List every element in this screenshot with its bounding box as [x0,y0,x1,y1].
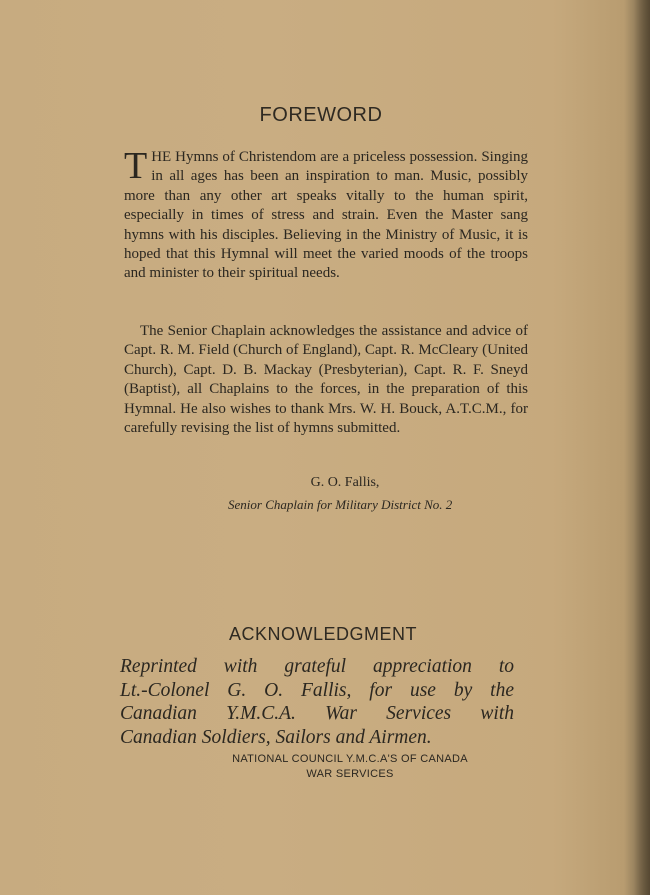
foreword-paragraph-1-text: HE Hymns of Christendom are a priceless possession. Singing in all ages has been an inspiration to man. Music, possibly more than any other art speaks vitally to the human spirit, especially in times of stress and strain. Even the Master sang hymns with his disciples. Believing in the Ministry of Music, it is hoped that this Hymnal will meet the varied moods of the troops and minister to their spiritual needs. [124,149,528,282]
foreword-paragraph-1 [124,145,528,284]
acknowledgment-text [120,655,514,749]
foreword-paragraph-2: The Senior Chaplain acknowledges the assistance and advice of Capt. R. M. Field (Church of England), Capt. R. McCleary (United Church), Capt. D. B. Mackay (Presbyterian), Capt. R. F. Sneyd (Baptist), all Chaplains to the forces, in the preparation of this Hymnal. He also wishes to thank Mrs. W. H. Bouck, A.T.C.M., for carefully revising the list of hymns submitted. [124,323,528,437]
drop-cap-letter: T [124,145,148,187]
acknowledgment-line: Canadian Y.M.C.A. War Services with [120,703,514,724]
foreword-heading: FOREWORD [259,104,383,126]
acknowledgment-heading: ACKNOWLEDGMENT [228,624,417,644]
signature-title: Senior Chaplain for Military District No. 2 [228,497,453,512]
publisher-credit [0,752,650,782]
acknowledgment-line: Canadian Soldiers, Sailors and Airmen. [120,726,432,748]
signature-name: G. O. Fallis, [310,475,380,490]
acknowledgment-line: Lt.-Colonel G. O. Fallis, for use by the [120,679,514,701]
publisher-line-2: WAR SERVICES [306,768,394,780]
acknowledgment-line: Reprinted with grateful appreciation to [120,656,514,677]
publisher-line-1: NATIONAL COUNCIL Y.M.C.A'S OF CANADA [232,753,468,765]
